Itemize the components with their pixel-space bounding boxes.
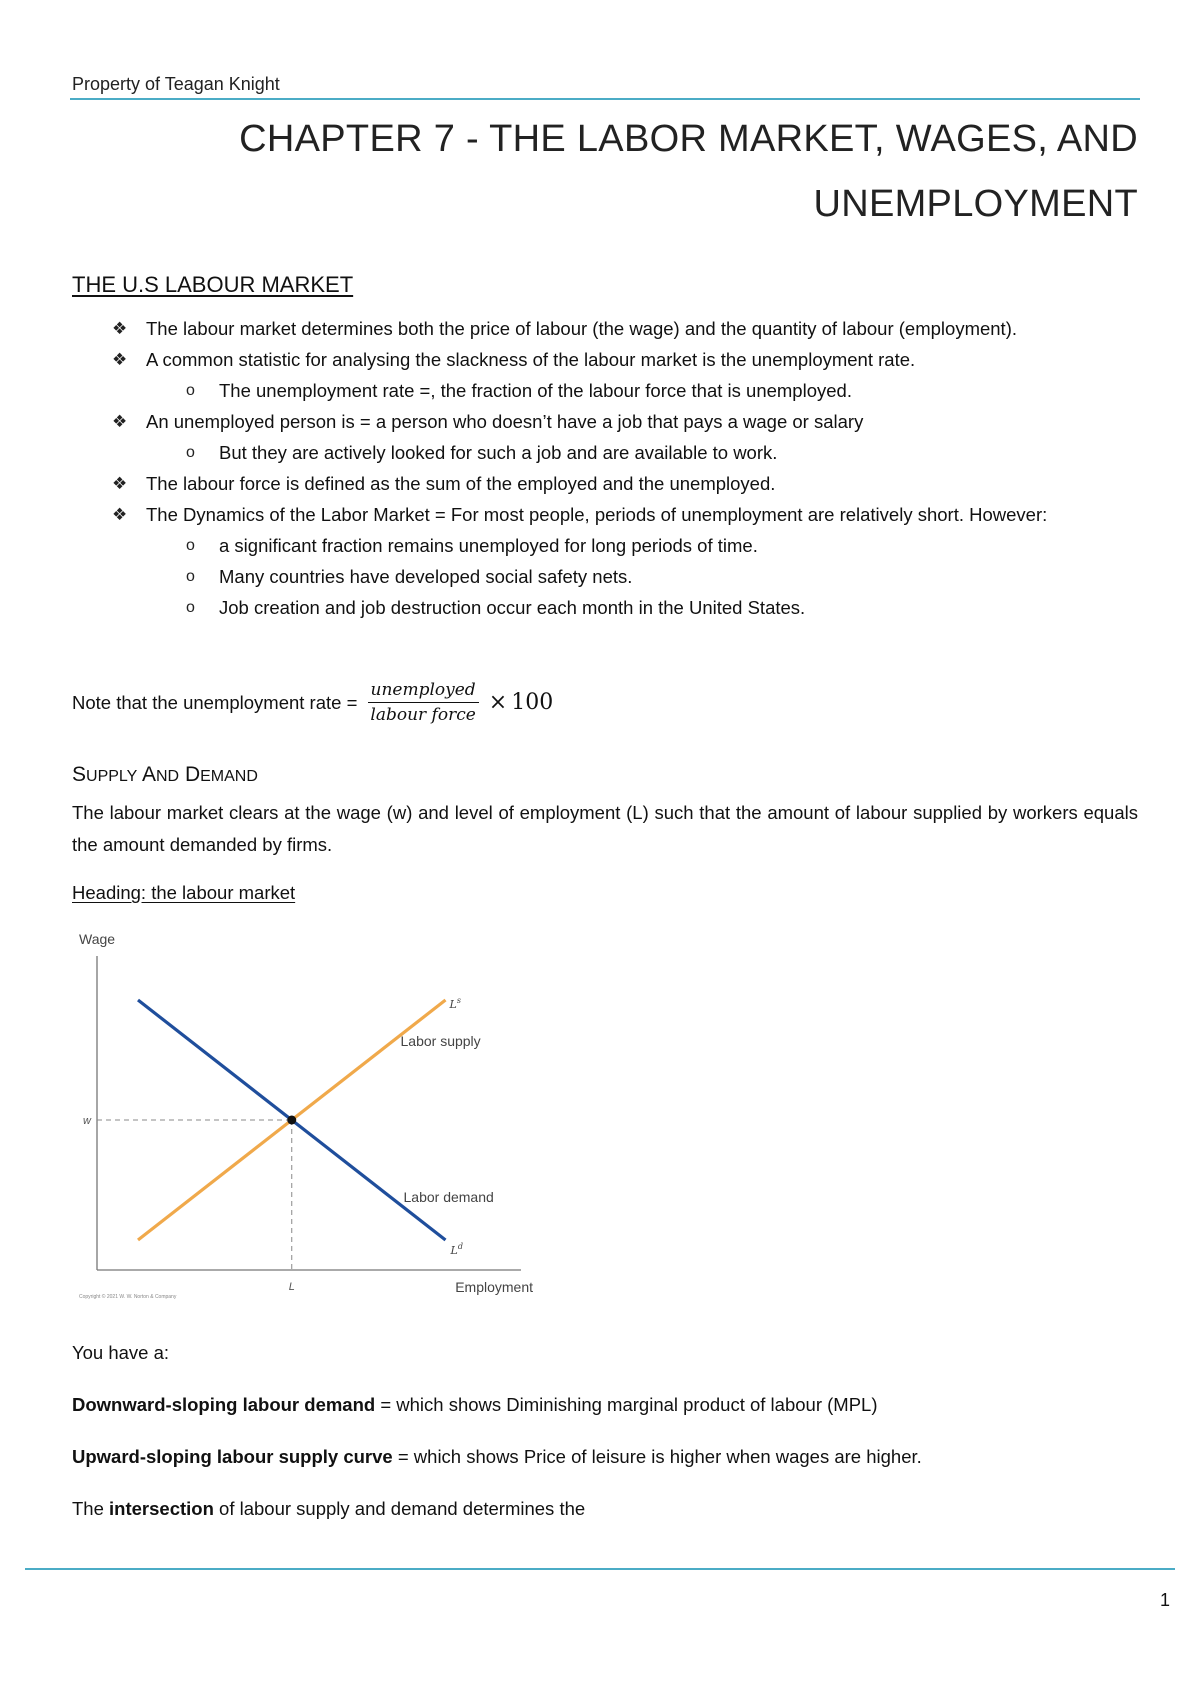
unemployment-rate-formula — [72, 680, 553, 725]
demand-statement: Downward-sloping labour demand = which shows Diminishing marginal product of labour (MPL) — [72, 1394, 878, 1415]
list-item: ❖ A common statistic for analysing the slackness of the labour market is the unemployment rate. — [72, 344, 1138, 375]
intersection-statement: The intersection of labour supply and demand determines the — [72, 1498, 586, 1519]
list-item: ❖ An unemployed person is = a person who doesn’t have a job that pays a wage or salary — [72, 406, 1138, 437]
y-axis-label: Wage — [79, 932, 116, 947]
circle-bullet-icon: o — [186, 599, 195, 616]
chart-copyright: Copyright © 2021 W. W. Norton & Company — [79, 1294, 177, 1300]
diamond-bullet-icon: ❖ — [112, 474, 128, 493]
header-owner: Property of Teagan Knight — [72, 74, 280, 94]
diamond-bullet-icon: ❖ — [112, 319, 128, 338]
formula-numerator: unemployed — [368, 680, 479, 703]
labor-supply-label: Labor supply — [400, 1033, 481, 1049]
circle-bullet-icon: o — [186, 537, 195, 554]
section-heading-supply-demand — [72, 763, 258, 787]
sub-list-item: o The unemployment rate =, the fraction of the labour force that is unemployed. — [72, 375, 1138, 406]
sub-list-item: o a significant fraction remains unemployed for long periods of time. — [72, 530, 1138, 561]
chapter-title-line2: UNEMPLOYMENT — [813, 183, 1138, 225]
labour-market-chart — [75, 932, 555, 1302]
sub-list-item: o Many countries have developed social safety nets. — [72, 561, 1138, 592]
y-tick-label: w — [83, 1115, 91, 1127]
list-item: ❖ The Dynamics of the Labor Market = For most people, periods of unemployment are relatively short. However: — [72, 499, 1138, 530]
demand-term: Downward-sloping labour demand — [72, 1394, 376, 1415]
supply-statement: Upward-sloping labour supply curve = which shows Price of leisure is higher when wages are higher. — [72, 1446, 922, 1467]
section-heading-text: SUPPLY AND DEMAND — [72, 763, 258, 786]
diamond-bullet-icon: ❖ — [112, 505, 128, 524]
supply-demand-paragraph: The labour market clears at the wage (w) and level of employment (L) such that the amount of labour supplied by workers equals the amount demanded by firms. — [72, 802, 1138, 855]
labor-supply-symbol: $L^s$ — [449, 996, 461, 1011]
labor-demand-symbol: $L^d$ — [450, 1242, 463, 1257]
section-heading-us-labour-market: THE U.S LABOUR MARKET — [72, 272, 354, 297]
header-rule — [70, 98, 1140, 100]
circle-bullet-icon: o — [186, 382, 195, 399]
formula-denominator: labour force — [370, 705, 476, 725]
sub-list-item: o Job creation and job destruction occur each month in the United States. — [72, 592, 1138, 623]
chapter-title-line1: CHAPTER 7 - THE LABOR MARKET, WAGES, AND — [239, 118, 1138, 160]
list-item: ❖ The labour market determines both the price of labour (the wage) and the quantity of labour (employment). — [72, 313, 1138, 344]
list-item: ❖ The labour force is defined as the sum of the employed and the unemployed. — [72, 468, 1138, 499]
footer-rule — [25, 1568, 1175, 1570]
formula-fraction — [367, 680, 478, 725]
formula-prefix: Note that the unemployment rate = — [72, 691, 358, 713]
labor-demand-label: Labor demand — [403, 1189, 494, 1205]
diamond-bullet-icon: ❖ — [112, 412, 128, 431]
supply-term: Upward-sloping labour supply curve — [72, 1446, 393, 1467]
equilibrium-point — [287, 1116, 296, 1125]
page-number: 1 — [1159, 1590, 1170, 1610]
intersection-term: intersection — [109, 1498, 214, 1519]
chart-subheading: Heading: the labour market — [72, 882, 296, 903]
diamond-bullet-icon: ❖ — [112, 350, 128, 369]
circle-bullet-icon: o — [186, 444, 195, 461]
labour-market-list — [72, 313, 1138, 623]
formula-times: × — [488, 690, 508, 715]
circle-bullet-icon: o — [186, 568, 195, 585]
x-tick-label: L — [288, 1281, 295, 1293]
you-have-text: You have a: — [72, 1342, 170, 1363]
x-axis-label: Employment — [455, 1279, 533, 1295]
sub-list-item: o But they are actively looked for such a job and are available to work. — [72, 437, 1138, 468]
formula-multiplier: 100 — [511, 690, 554, 715]
